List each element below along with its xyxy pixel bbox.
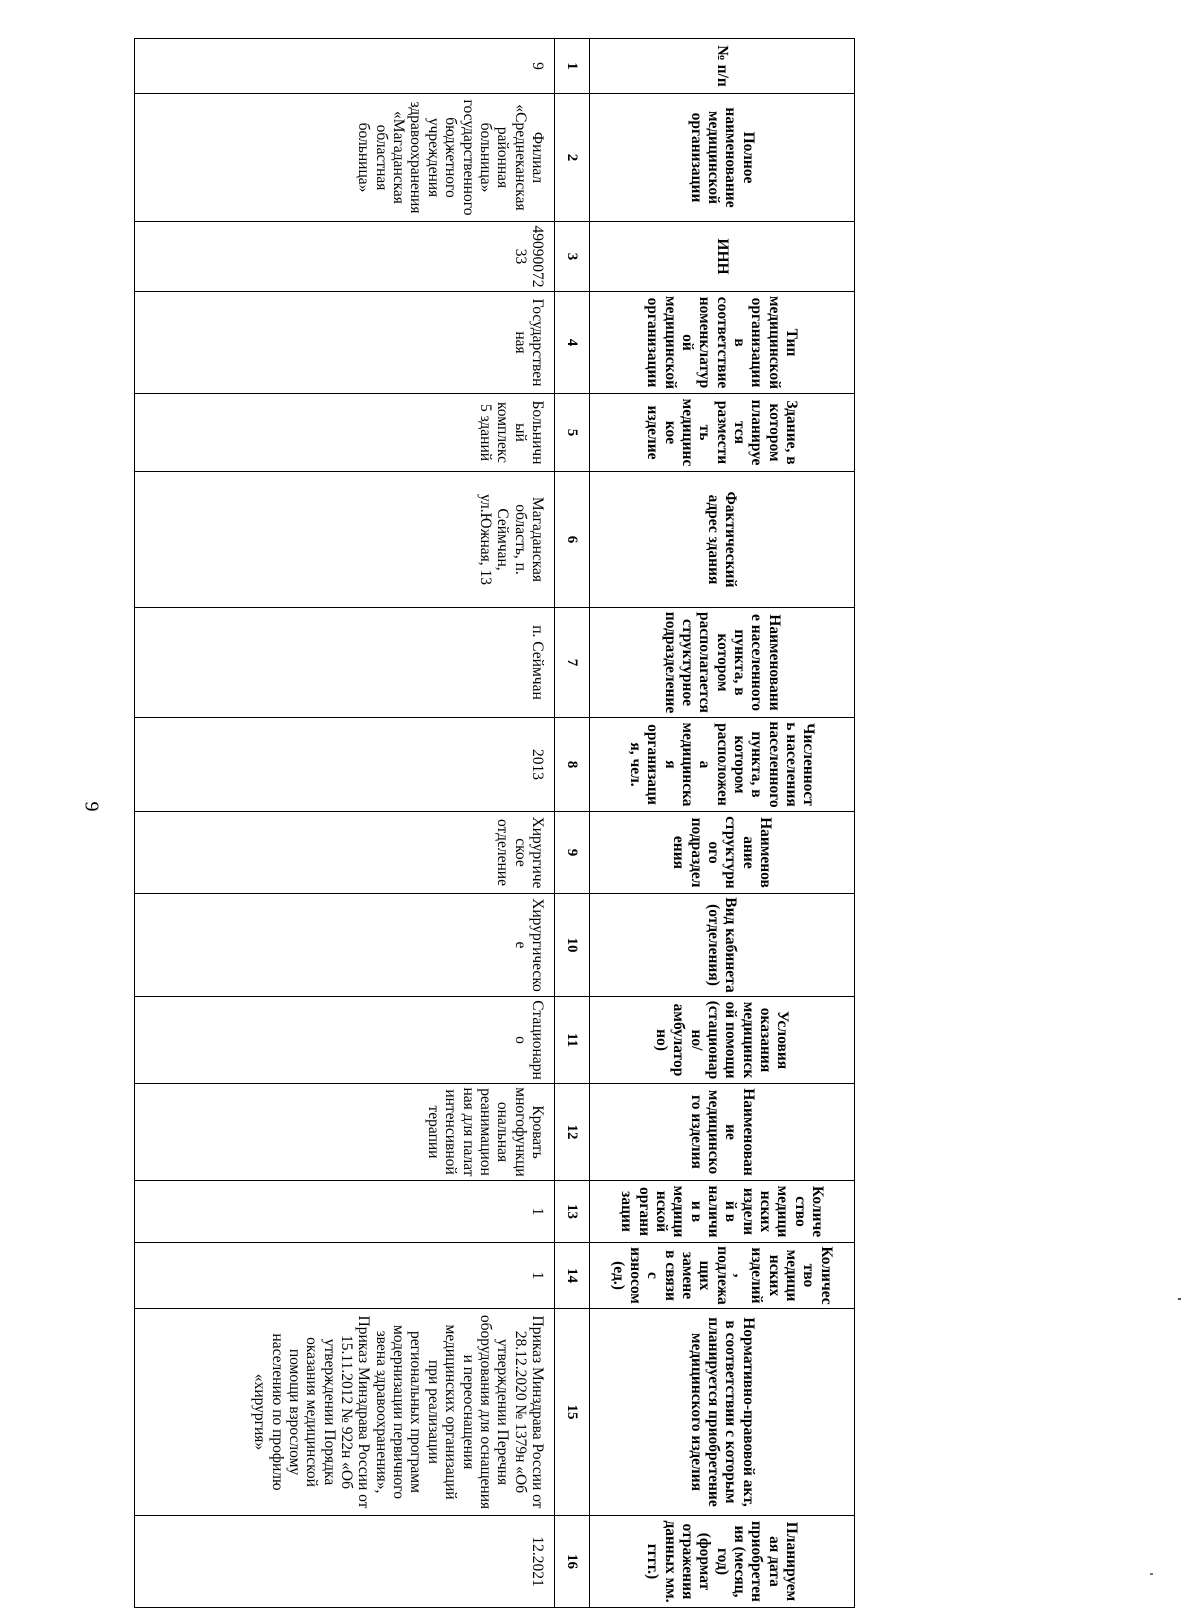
header-cell: Полное наименование медицинской организации [590, 94, 855, 222]
cell-legal-act: Приказ Минздрава России от 28.12.2020 № 1379н «Об утверждении Перечня оборудования для оснащения и переоснащения медицинских организаций при реализации региональных программ модернизации первичного звена здравоохранения», Приказ Минздрава России от 15.11.2012 № 922н «Об утверждении Порядка оказания медицинской помощи взрослому населению по профилю «хирургия» [135, 1309, 555, 1516]
header-cell: Условия оказания медицинской помощи (стационарно/амбулаторно) [590, 997, 855, 1084]
header-cell: № п/п [590, 39, 855, 94]
rotated-table-frame [134, 38, 855, 1603]
cell-address: Магаданская область, п. Сеймчан, ул.Южная, 13 [135, 472, 555, 608]
header-cell: Тип медицинской организации в соответствие номенклатурой медицинской организации [590, 292, 855, 394]
page-number: 9 [80, 801, 103, 812]
header-cell: Численность населения населенного пункта, в котором расположена медицинская организация, чел. [590, 718, 855, 812]
column-number: 14 [555, 1243, 590, 1309]
header-cell: Планируемая дата приобретения (месяц, год) (формат отражения данных мм. гггг.) [590, 1516, 855, 1608]
header-cell: Наименование медицинского изделия [590, 1084, 855, 1181]
header-cell: Количество медицинских изделий, подлежащих замене в связи с износом (ед.) [590, 1243, 855, 1309]
cell-org-name: Филиал «Среднеканская районная больница» государственного бюджетного учреждения здравоохранения «Магаданская областная больница» [135, 94, 555, 222]
column-number: 11 [555, 997, 590, 1084]
cell-building: Больничный комплекс 5 зданий [135, 394, 555, 472]
cell-subdivision: Хирургическое отделение [135, 812, 555, 894]
column-number: 12 [555, 1084, 590, 1181]
equipment-table [134, 38, 855, 1608]
header-cell: Нормативно-правовой акт, в соответствии с которым планируется приобретение медицинского изделия [590, 1309, 855, 1516]
cell-care-conditions: Стационарно [135, 997, 555, 1084]
column-number: 9 [555, 812, 590, 894]
header-cell: Фактический адрес здания [590, 472, 855, 608]
column-number: 2 [555, 94, 590, 222]
header-cell: Вид кабинета (отделения) [590, 894, 855, 997]
cell-cabinet-type: Хирургическое [135, 894, 555, 997]
column-number: 10 [555, 894, 590, 997]
header-cell: Здание, в котором планируется разместить медицинское изделие [590, 394, 855, 472]
column-number: 13 [555, 1181, 590, 1243]
cell-planned-date: 12.2021 [135, 1516, 555, 1608]
column-number: 15 [555, 1309, 590, 1516]
header-cell: Наименование населенного пункта, в котором располагается структурное подразделение [590, 608, 855, 718]
cell-qty-replace: 1 [135, 1243, 555, 1309]
header-cell: ИНН [590, 222, 855, 292]
column-number-row [555, 39, 590, 1608]
cell-inn: 4909007233 [135, 222, 555, 292]
table-row [135, 39, 555, 1608]
table-header-row [590, 39, 855, 1608]
cell-population: 2013 [135, 718, 555, 812]
cell-org-type: Государственная [135, 292, 555, 394]
header-cell: Количество медицинских изделий в наличии в медицинской организации [590, 1181, 855, 1243]
column-number: 8 [555, 718, 590, 812]
cell-qty-available: 1 [135, 1181, 555, 1243]
column-number: 6 [555, 472, 590, 608]
cell-num: 9 [135, 39, 555, 94]
column-number: 16 [555, 1516, 590, 1608]
header-cell: Наименование структурного подразделения [590, 812, 855, 894]
cell-device-name: Кровать многофункциональная реанимационная для палат интенсивной терапии [135, 1084, 555, 1181]
column-number: 4 [555, 292, 590, 394]
column-number: 1 [555, 39, 590, 94]
column-number: 3 [555, 222, 590, 292]
column-number: 5 [555, 394, 590, 472]
scan-speck [1150, 1573, 1153, 1575]
cell-settlement: п. Сеймчан [135, 608, 555, 718]
scan-speck [1178, 1298, 1181, 1300]
rotated-table-content [134, 38, 855, 1603]
column-number: 7 [555, 608, 590, 718]
